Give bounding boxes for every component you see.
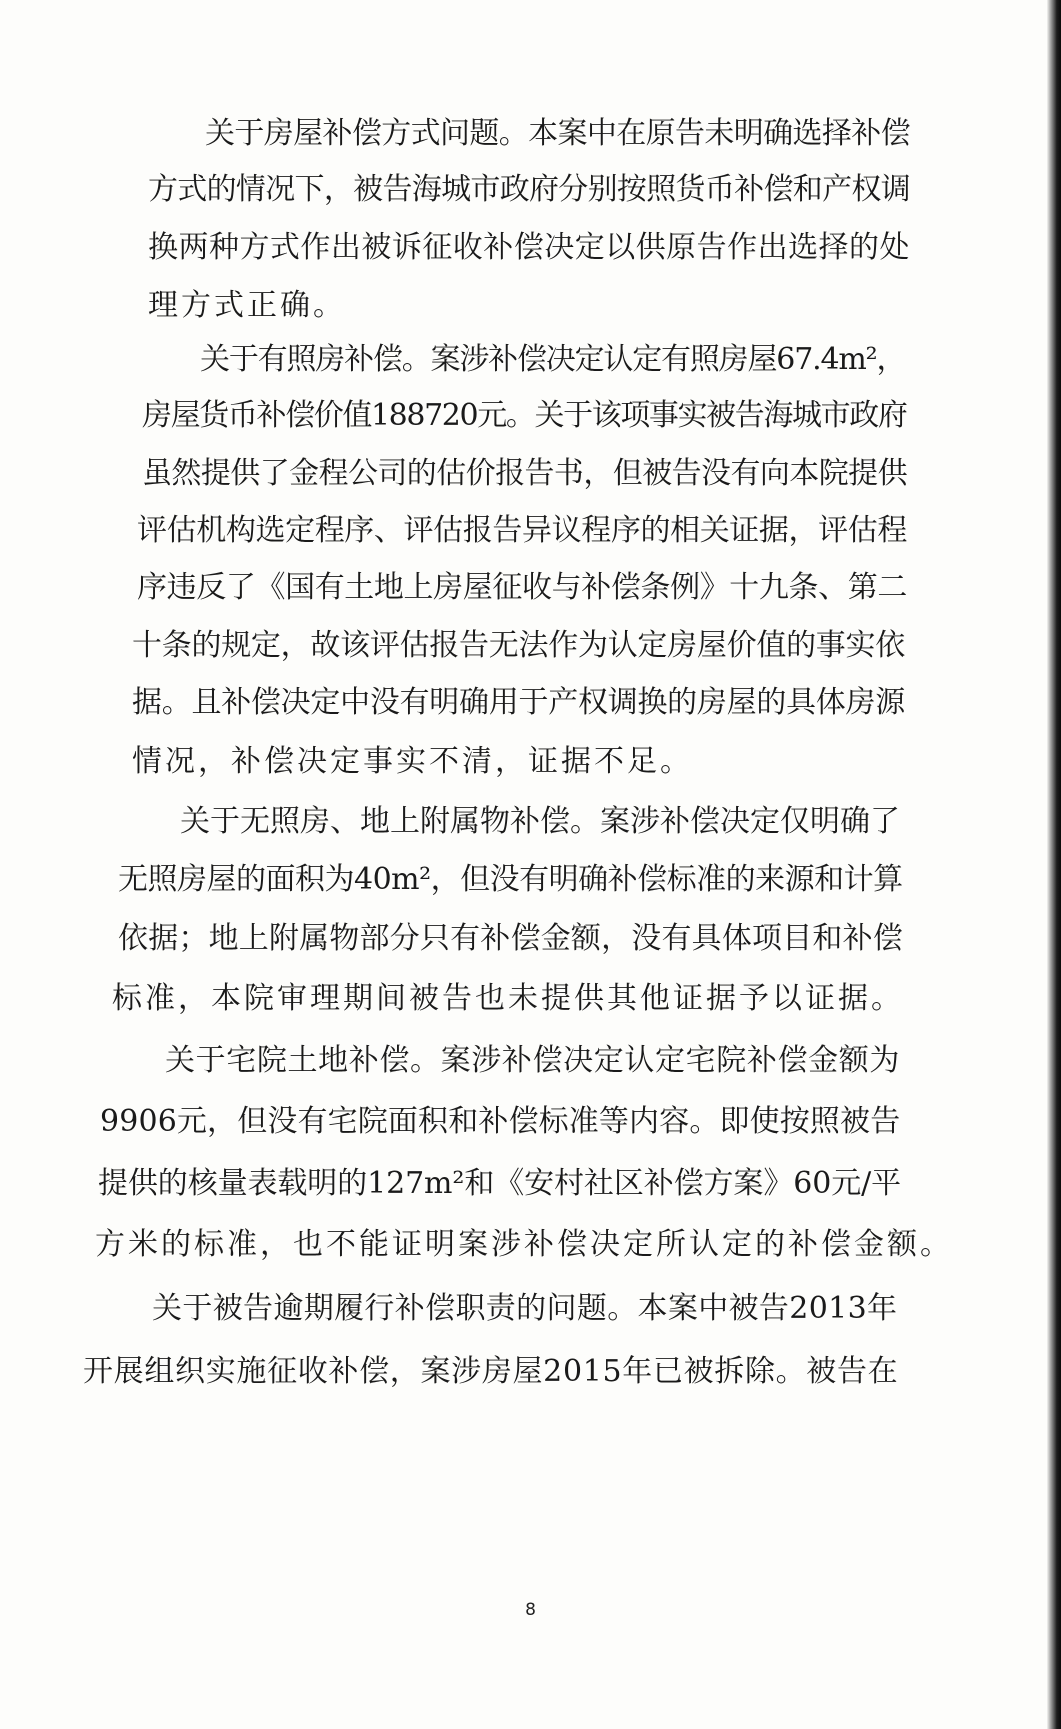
text-line: 关于房屋补偿方式问题。本案中在原告未明确选择补偿 xyxy=(205,116,910,151)
text-line: 换两种方式作出被诉征收补偿决定以供原告作出选择的处 xyxy=(148,230,910,265)
text-line: 房屋货币补偿价值188720元。关于该项事实被告海城市政府 xyxy=(142,398,907,433)
text-line: 关于宅院土地补偿。案涉补偿决定认定宅院补偿金额为 xyxy=(165,1043,900,1078)
text-line: 理方式正确。 xyxy=(148,288,346,323)
text-line: 据。且补偿决定中没有明确用于产权调换的房屋的具体房源 xyxy=(132,685,905,720)
text-line: 9906元，但没有宅院面积和补偿标准等内容。即使按照被告 xyxy=(100,1104,901,1139)
text-line: 依据；地上附属物部分只有补偿金额，没有具体项目和补偿 xyxy=(118,921,903,956)
text-line: 虽然提供了金程公司的估价报告书，但被告没有向本院提供 xyxy=(142,456,907,491)
page-number: 8 xyxy=(525,1600,536,1620)
text-line: 无照房屋的面积为40m²，但没有明确补偿标准的来源和计算 xyxy=(118,862,903,897)
text-line: 标准，本院审理期间被告也未提供其他证据予以证据。 xyxy=(112,981,904,1016)
text-line: 提供的核量表载明的127m²和《安村社区补偿方案》60元/平 xyxy=(98,1166,902,1201)
text-line: 十条的规定，故该评估报告无法作为认定房屋价值的事实依 xyxy=(132,628,905,663)
text-line: 方式的情况下，被告海城市政府分别按照货币补偿和产权调 xyxy=(148,172,910,207)
text-line: 序违反了《国有土地上房屋征收与补偿条例》十九条、第二 xyxy=(137,570,907,605)
text-line: 关于有照房补偿。案涉补偿决定认定有照房屋67.4m²， xyxy=(200,342,906,377)
scan-binding-edge xyxy=(1047,0,1061,1729)
text-line: 评估机构选定程序、评估报告异议程序的相关证据，评估程 xyxy=(137,513,907,548)
text-line: 情况，补偿决定事实不清，证据不足。 xyxy=(132,744,693,779)
text-line: 方米的标准，也不能证明案涉补偿决定所认定的补偿金额。 xyxy=(95,1227,953,1262)
text-line: 关于被告逾期履行补偿职责的问题。本案中被告2013年 xyxy=(152,1291,898,1326)
text-line: 关于无照房、地上附属物补偿。案涉补偿决定仅明确了 xyxy=(180,804,900,839)
text-line: 开展组织实施征收补偿，案涉房屋2015年已被拆除。被告在 xyxy=(83,1354,899,1389)
